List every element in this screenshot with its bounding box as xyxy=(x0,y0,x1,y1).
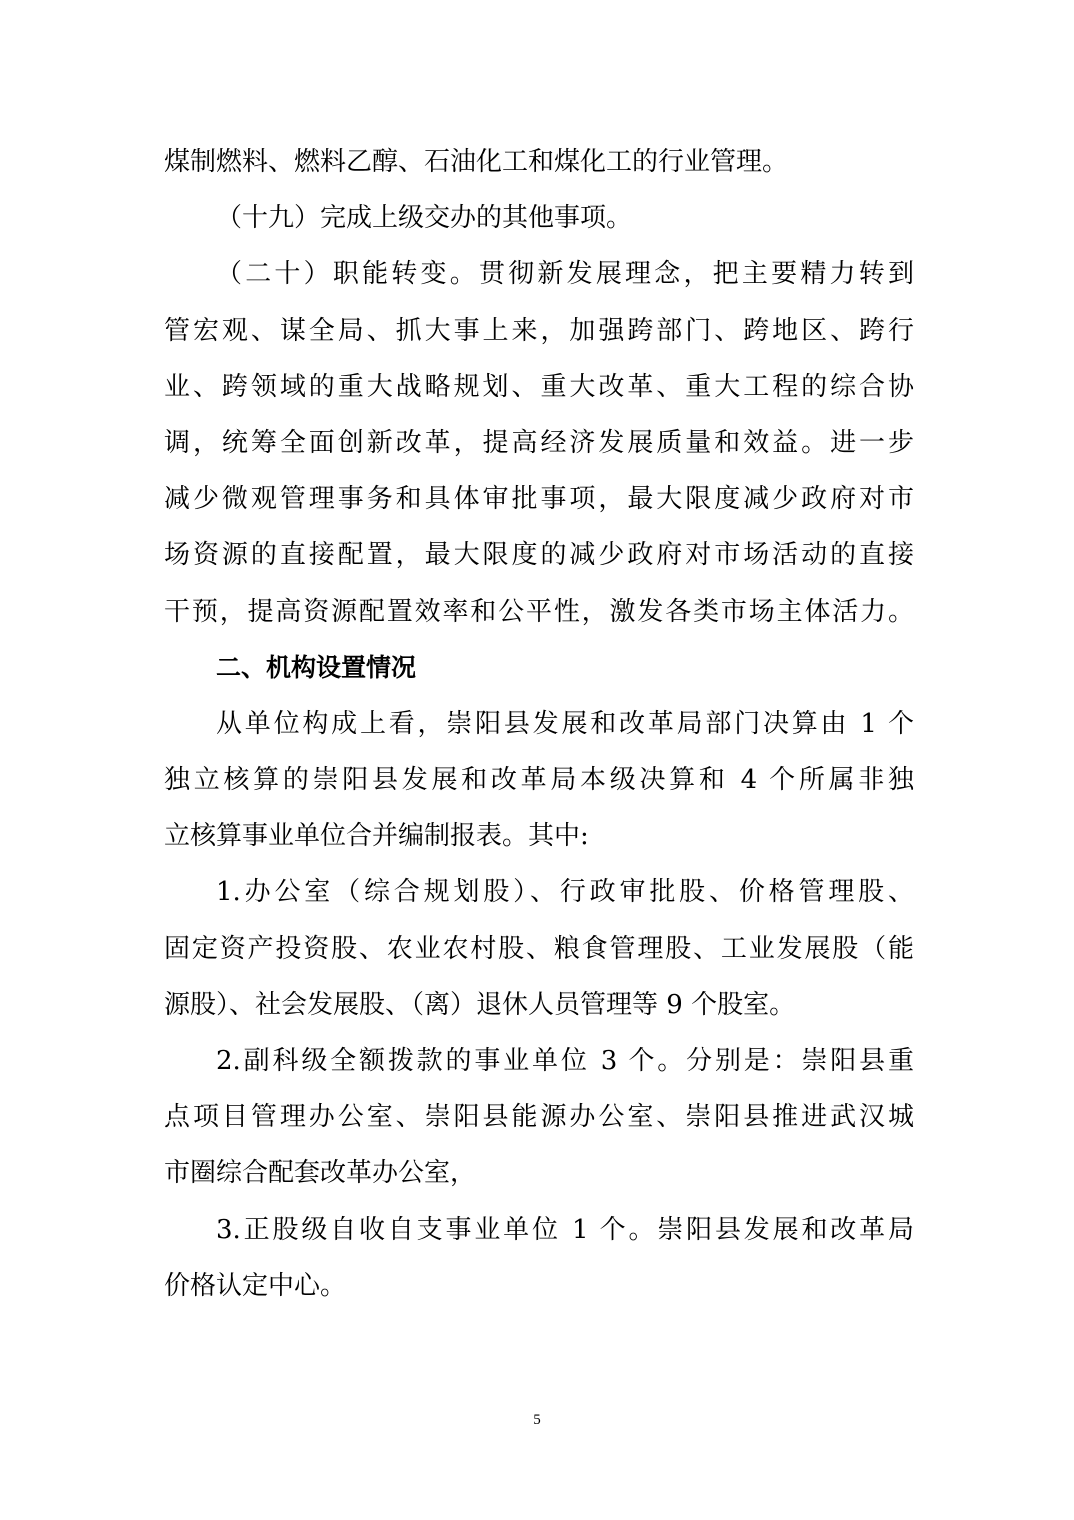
paragraph-line: 业、跨领域的重大战略规划、重大改革、重大工程的综合协 xyxy=(164,371,914,402)
paragraph-line: （十九）完成上级交办的其他事项。 xyxy=(216,203,633,234)
paragraph-line: 1.办公室（综合规划股）、行政审批股、价格管理股、 xyxy=(216,877,914,908)
paragraph-line: 2.副科级全额拨款的事业单位 3 个。分别是：崇阳县重 xyxy=(216,1046,914,1076)
paragraph-line: 源股）、社会发展股、（离）退休人员管理等 9 个股室。 xyxy=(164,989,796,1020)
paragraph-line: 独立核算的崇阳县发展和改革局本级决算和 4 个所属非独 xyxy=(164,765,914,796)
paragraph-line: 场资源的直接配置，最大限度的减少政府对市场活动的直接 xyxy=(164,540,914,571)
section-heading: 二、机构设置情况 xyxy=(216,652,417,682)
paragraph-line: 干预，提高资源配置效率和公平性，激发各类市场主体活力。 xyxy=(164,596,914,627)
paragraph-line: 从单位构成上看，崇阳县发展和改革局部门决算由 1 个 xyxy=(216,708,914,739)
document-body xyxy=(164,134,914,1314)
paragraph-line: 点项目管理办公室、崇阳县能源办公室、崇阳县推进武汉城 xyxy=(164,1102,914,1133)
paragraph-line: （二十）职能转变。贯彻新发展理念，把主要精力转到 xyxy=(216,259,914,290)
page-number: 5 xyxy=(533,1412,541,1428)
paragraph-line: 管宏观、谋全局、抓大事上来，加强跨部门、跨地区、跨行 xyxy=(164,315,914,346)
paragraph-line: 减少微观管理事务和具体审批事项，最大限度减少政府对市 xyxy=(164,484,914,515)
paragraph-line: 价格认定中心。 xyxy=(164,1270,347,1301)
paragraph-line: 3.正股级自收自支事业单位 1 个。崇阳县发展和改革局 xyxy=(216,1214,914,1245)
paragraph-line: 立核算事业单位合并编制报表。其中: xyxy=(164,821,589,852)
paragraph-line: 调，统筹全面创新改革，提高经济发展质量和效益。进一步 xyxy=(164,427,914,458)
paragraph-line: 固定资产投资股、农业农村股、粮食管理股、工业发展股（能 xyxy=(164,933,914,964)
paragraph-line: 煤制燃料、燃料乙醇、石油化工和煤化工的行业管理。 xyxy=(164,147,789,177)
paragraph-line: 市圈综合配套改革办公室， xyxy=(164,1158,477,1189)
